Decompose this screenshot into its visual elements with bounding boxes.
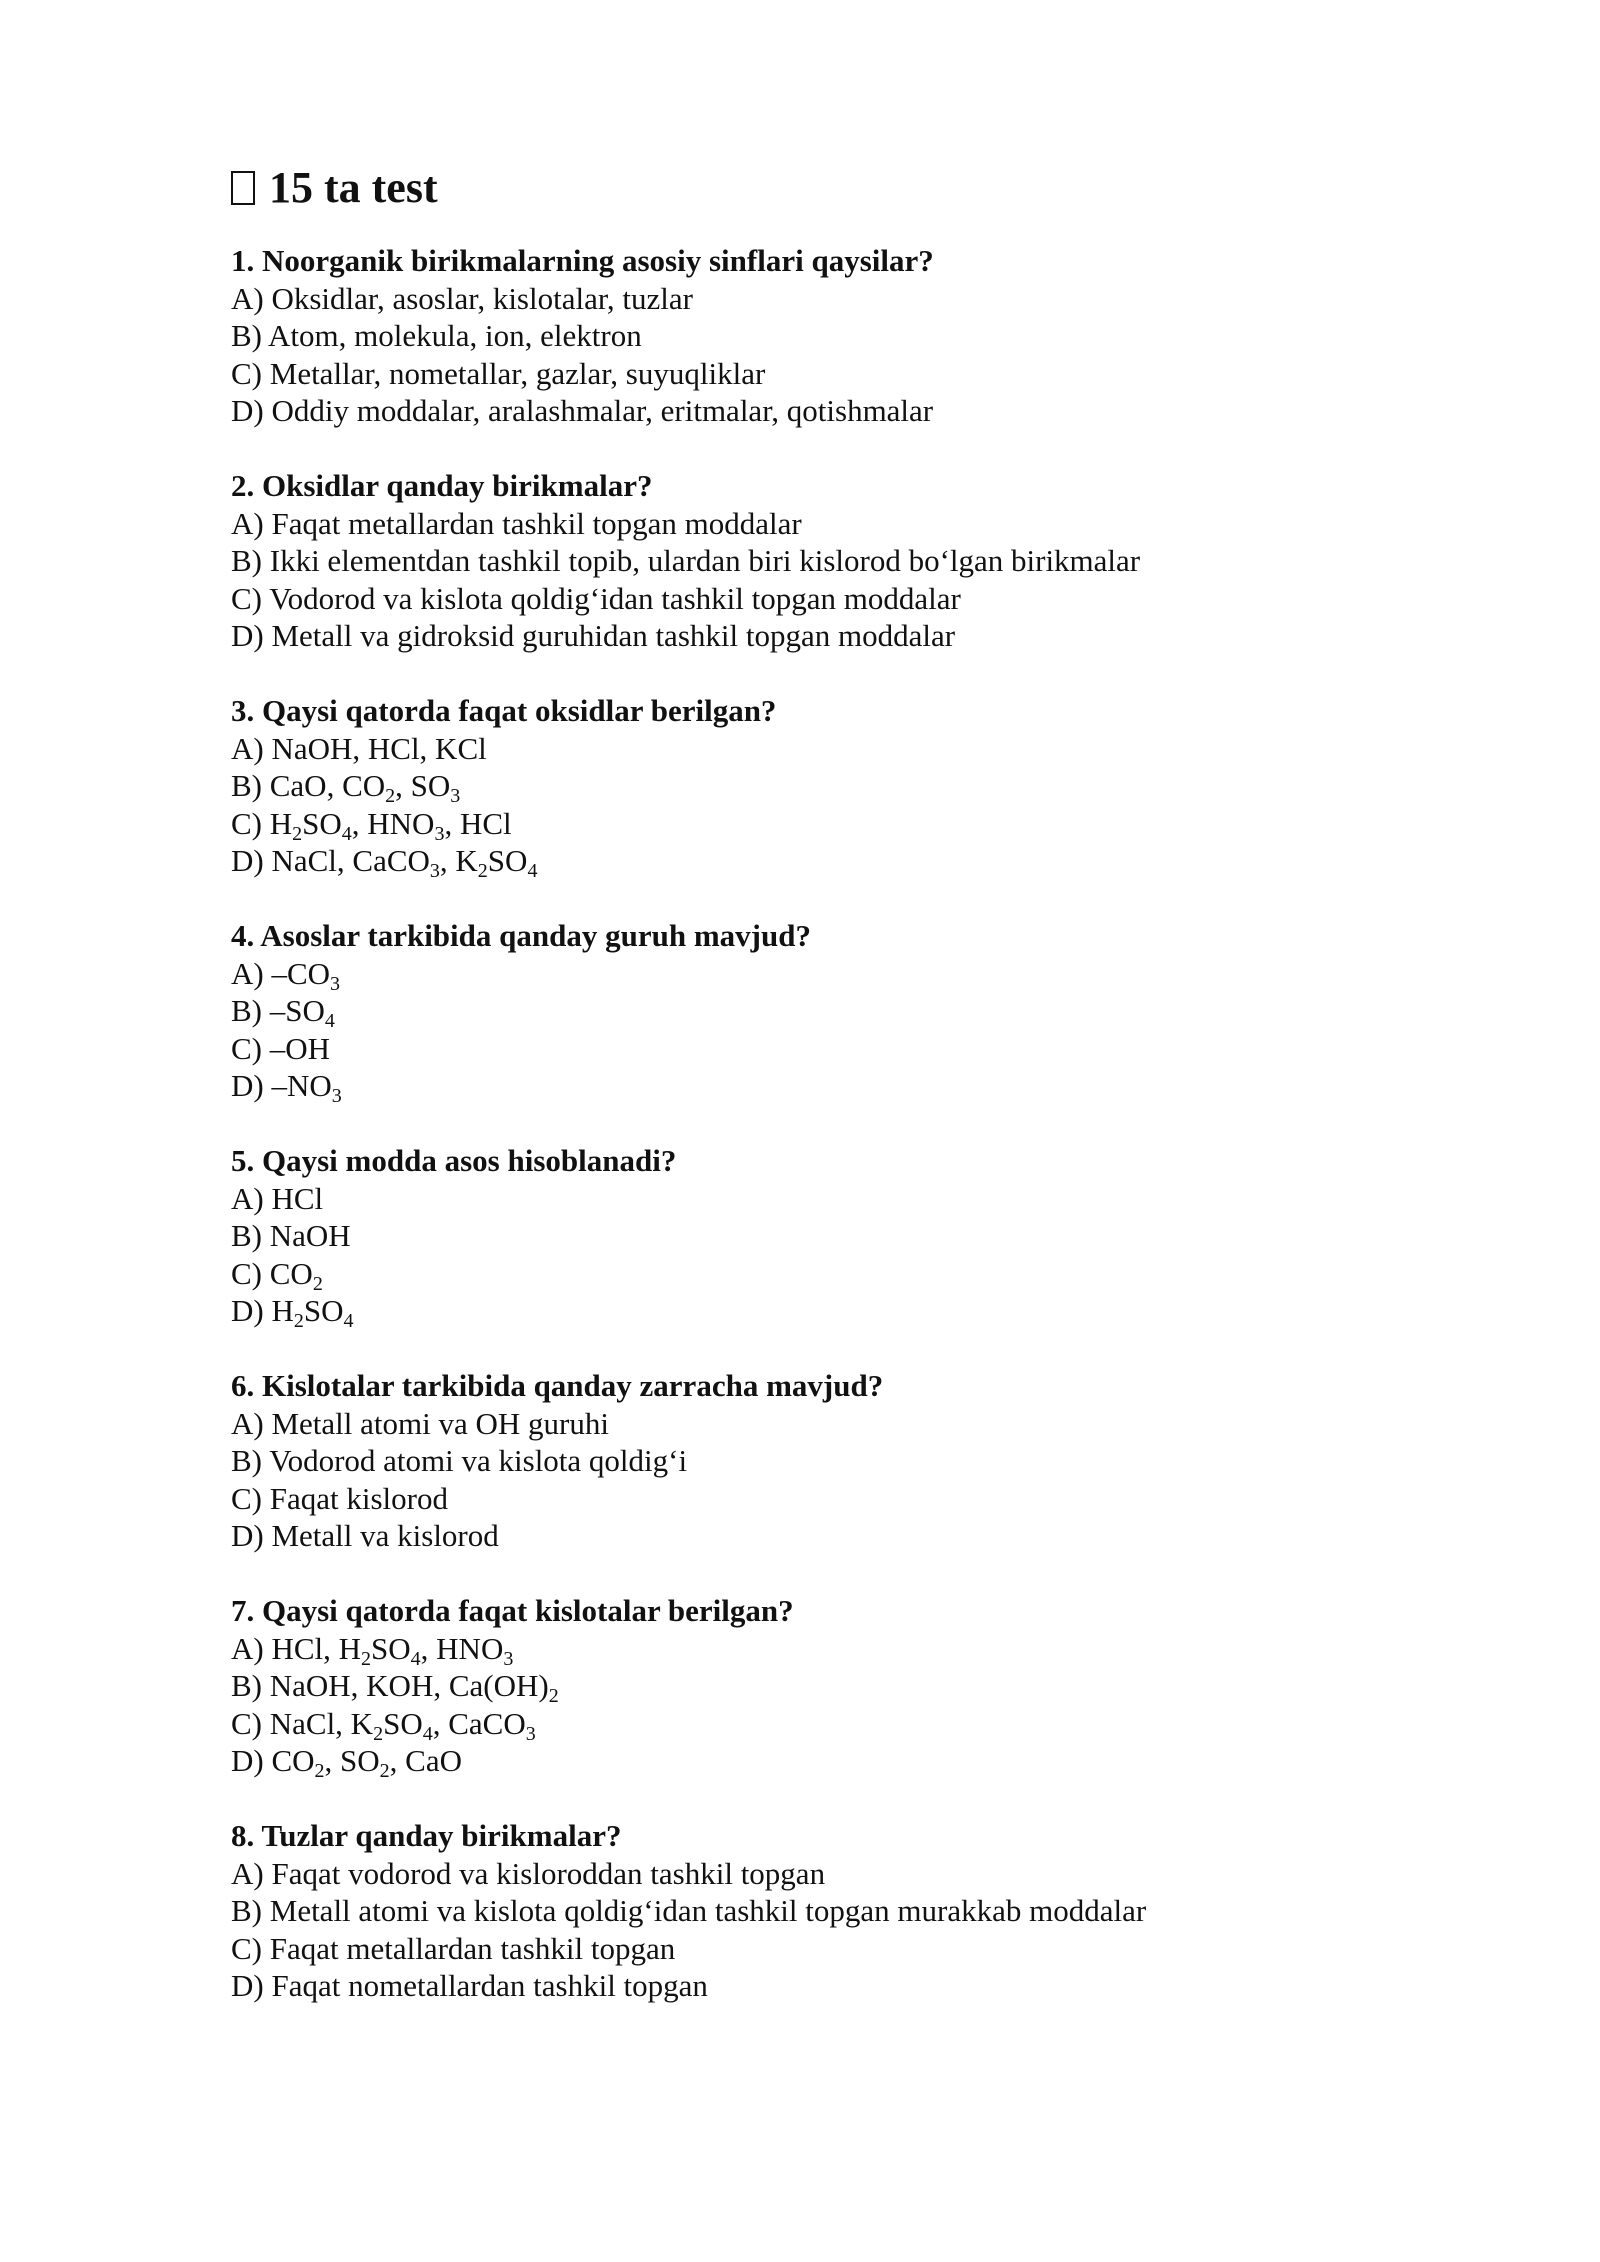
question-block (231, 1142, 1431, 1330)
answer-option: D) Metall va gidroksid guruhidan tashkil topgan moddalar (231, 618, 956, 653)
question-list (231, 242, 1431, 2005)
question-block (231, 242, 1431, 430)
subscript: 2 (385, 785, 396, 807)
subscript: 2 (312, 1272, 323, 1295)
answer-option: B) Ikki elementdan tashkil topib, ulardan biri kislorod bo‘lgan birikmalar (231, 543, 1141, 578)
subscript: 3 (525, 1722, 536, 1745)
document-page (231, 160, 1431, 2042)
checkbox-icon (231, 171, 255, 205)
answer-option: C) Faqat metallardan tashkil topgan (231, 1930, 676, 1966)
answer-option: D) Oddiy moddalar, aralashmalar, eritmalar, qotishmalar (231, 393, 934, 428)
page-title (231, 160, 1431, 216)
subscript: 4 (422, 1722, 433, 1745)
subscript: 2 (379, 1760, 390, 1782)
subscript: 3 (331, 1085, 342, 1107)
answer-option: C) NaCl, $K_2SO_4$, CaCO$_3$ (231, 1705, 536, 1745)
question-block (231, 467, 1431, 655)
question-block (231, 1592, 1431, 1780)
answer-option: D) $CO_2$, $SO_2$, CaO (231, 1743, 462, 1782)
answer-option: D) Faqat nometallardan tashkil topgan (231, 1968, 708, 2003)
answer-option: C) $CO_2$ (231, 1255, 323, 1295)
question-text: 4. Asoslar tarkibida qanday guruh mavjud? (231, 918, 811, 953)
answer-option: A) NaOH, HCl, KCl (231, 730, 487, 766)
subscript: 4 (341, 822, 352, 845)
answer-option: C) Metallar, nometallar, gazlar, suyuqliklar (231, 355, 766, 391)
answer-option: B) Metall atomi va kislota qoldig‘idan tashkil topgan murakkab moddalar (231, 1893, 1147, 1928)
answer-option: D) $-NO_3$ (231, 1068, 342, 1107)
answer-option: D) NaCl, CaCO$_3$, $K_2SO_4$ (231, 843, 538, 882)
answer-option: A) Oksidlar, asoslar, kislotalar, tuzlar (231, 280, 694, 316)
question-block (231, 692, 1431, 880)
subscript: 4 (410, 1647, 421, 1670)
answer-option: B) NaOH (231, 1218, 351, 1253)
question-text: 2. Oksidlar qanday birikmalar? (231, 468, 653, 503)
answer-option: C) $H_2SO_4$, $HNO_3$, HCl (231, 805, 512, 845)
subscript: 2 (373, 1722, 384, 1745)
answer-option: A) HCl, $H_2SO_4$, $HNO_3$ (231, 1630, 514, 1670)
question-block (231, 917, 1431, 1105)
question-block (231, 1367, 1431, 1555)
answer-option: B) Atom, molekula, ion, elektron (231, 318, 642, 353)
subscript: 3 (434, 822, 445, 845)
answer-option: D) $H_2SO_4$ (231, 1293, 354, 1332)
answer-option: A) Faqat vodorod va kisloroddan tashkil topgan (231, 1855, 826, 1891)
subscript: 4 (324, 1010, 335, 1032)
subscript: 2 (293, 1310, 304, 1332)
subscript: 2 (361, 1647, 372, 1670)
answer-option: C) Faqat kislorod (231, 1480, 448, 1516)
subscript: 4 (527, 860, 538, 882)
subscript: 3 (450, 785, 461, 807)
answer-option: A) HCl (231, 1180, 324, 1216)
question-text: 1. Noorganik birikmalarning asosiy sinflari qaysilar? (231, 243, 934, 278)
answer-option: D) Metall va kislorod (231, 1518, 499, 1553)
question-text: 5. Qaysi modda asos hisoblanadi? (231, 1143, 677, 1178)
answer-option: B) NaOH, KOH, $Ca(OH)_2$ (231, 1668, 559, 1707)
answer-option: B) Vodorod atomi va kislota qoldig‘i (231, 1443, 688, 1478)
subscript: 2 (292, 822, 303, 845)
answer-option: A) Metall atomi va OH guruhi (231, 1405, 609, 1441)
question-text: 3. Qaysi qatorda faqat oksidlar berilgan? (231, 693, 777, 728)
answer-option: A) $-CO_3$ (231, 955, 341, 995)
question-text: 8. Tuzlar qanday birikmalar? (231, 1818, 622, 1853)
subscript: 2 (548, 1685, 559, 1707)
answer-option: A) Faqat metallardan tashkil topgan moddalar (231, 505, 802, 541)
subscript: 2 (477, 860, 488, 882)
subscript: 3 (503, 1647, 514, 1670)
page-title-text: 15 ta test (269, 163, 438, 212)
answer-option: C) Vodorod va kislota qoldig‘idan tashkil topgan moddalar (231, 580, 961, 616)
subscript: 3 (330, 972, 341, 995)
answer-option: C) –OH (231, 1030, 331, 1066)
question-text: 7. Qaysi qatorda faqat kislotalar berilgan? (231, 1593, 794, 1628)
answer-option: B) $-SO_4$ (231, 993, 335, 1032)
question-block (231, 1817, 1431, 2005)
answer-option: B) CaO, $CO_2$, $SO_3$ (231, 768, 461, 807)
question-text: 6. Kislotalar tarkibida qanday zarracha mavjud? (231, 1368, 884, 1403)
subscript: 2 (314, 1760, 325, 1782)
subscript: 3 (429, 860, 440, 882)
subscript: 4 (343, 1310, 354, 1332)
